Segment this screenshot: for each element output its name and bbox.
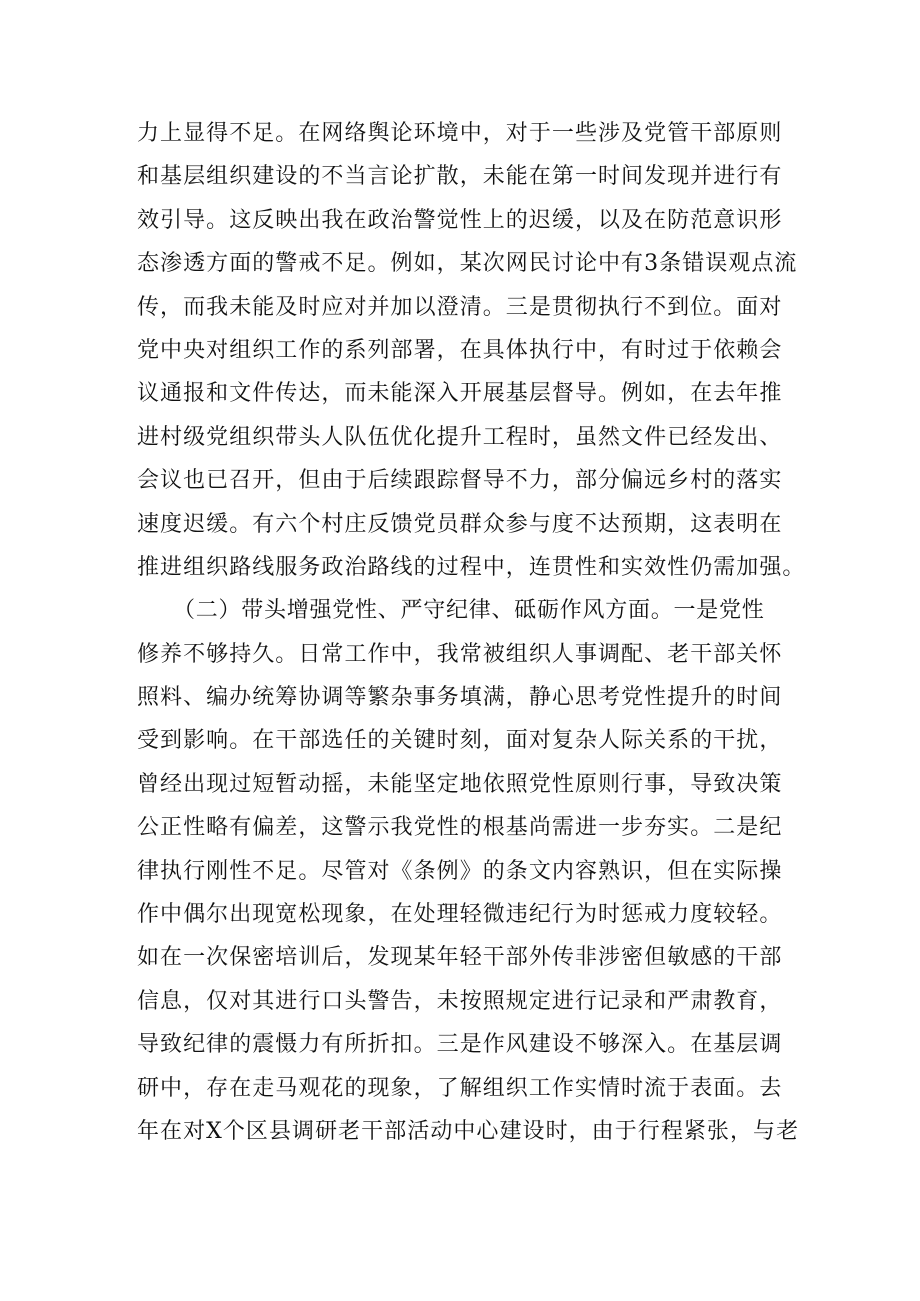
text-line: 导致纪律的震慑力有所折扣。三是作风建设不够深入。在基层调 — [137, 1032, 783, 1058]
text-line: 和基层组织建设的不当言论扩散，未能在第一时间发现并进行有 — [137, 164, 783, 190]
text-line: 议通报和文件传达，而未能深入开展基层督导。例如，在去年推 — [137, 381, 783, 407]
text-line: 推进组织路线服务政治路线的过程中，连贯性和实效性仍需加强。 — [137, 554, 806, 580]
text-line: 速度迟缓。有六个村庄反馈党员群众参与度不达预期，这表明在 — [137, 511, 783, 537]
text-line: 照料、编办统筹协调等繁杂事务填满，静心思考党性提升的时间 — [137, 685, 783, 711]
text-line: 党中央对组织工作的系列部署，在具体执行中，有时过于依赖会 — [137, 337, 783, 363]
text-line: 年在对X个区县调研老干部活动中心建设时，由于行程紧张，与老 — [137, 1118, 800, 1144]
body-text — [137, 112, 806, 1153]
text-line: 律执行刚性不足。尽管对《条例》的条文内容熟识，但在实际操 — [137, 858, 783, 884]
text-line: 受到影响。在干部选任的关键时刻，面对复杂人际关系的干扰， — [137, 728, 783, 754]
text-line: 进村级党组织带头人队伍优化提升工程时，虽然文件已经发出、 — [137, 424, 783, 450]
text-line: 曾经出现过短暂动摇，未能坚定地依照党性原则行事，导致决策 — [137, 771, 783, 797]
section-heading-line: （二）带头增强党性、严守纪律、砥砺作风方面。一是党性 — [173, 598, 765, 624]
text-line: 作中偶尔出现宽松现象，在处理轻微违纪行为时惩戒力度较轻。 — [137, 902, 783, 928]
text-line: 效引导。这反映出我在政治警觉性上的迟缓，以及在防范意识形 — [137, 207, 783, 233]
text-line: 态渗透方面的警戒不足。例如，某次网民讨论中有3条错误观点流 — [137, 251, 798, 277]
text-line: 如在一次保密培训后，发现某年轻干部外传非涉密但敏感的干部 — [137, 945, 783, 971]
text-line: 公正性略有偏差，这警示我党性的根基尚需进一步夯实。二是纪 — [137, 815, 783, 841]
text-line: 研中，存在走马观花的现象，了解组织工作实情时流于表面。去 — [137, 1075, 783, 1101]
text-line: 信息，仅对其进行口头警告，未按照规定进行记录和严肃教育， — [137, 988, 783, 1014]
text-line: 会议也已召开，但由于后续跟踪督导不力，部分偏远乡村的落实 — [137, 468, 783, 494]
text-line: 修养不够持久。日常工作中，我常被组织人事调配、老干部关怀 — [137, 641, 783, 667]
text-line: 力上显得不足。在网络舆论环境中，对于一些涉及党管干部原则 — [137, 121, 783, 146]
text-line: 传，而我未能及时应对并加以澄清。三是贯彻执行不到位。面对 — [137, 294, 783, 320]
